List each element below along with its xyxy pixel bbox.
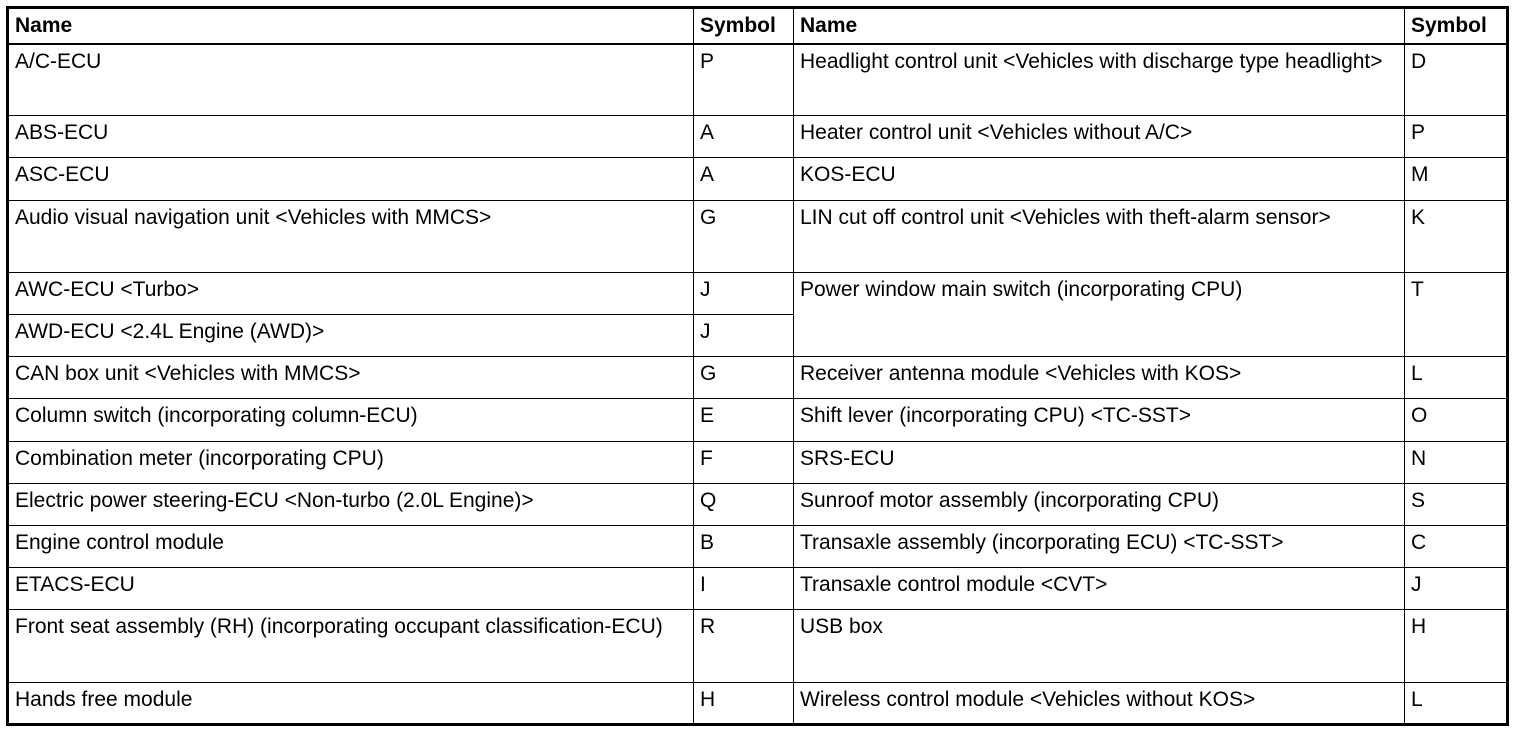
table-row: [8, 526, 1508, 568]
component-name: KOS-ECU: [794, 158, 1405, 200]
component-name: Shift lever (incorporating CPU) <TC-SST>: [794, 399, 1405, 441]
component-name: Electric power steering-ECU <Non-turbo (2.0L Engine)>: [8, 483, 694, 525]
component-symbol: J: [694, 315, 794, 357]
component-symbol: L: [1405, 357, 1508, 399]
component-name: ABS-ECU: [8, 116, 694, 158]
component-name: Column switch (incorporating column-ECU): [8, 399, 694, 441]
component-symbol: M: [1405, 158, 1508, 200]
component-symbol: L: [1405, 682, 1508, 724]
table-row: [8, 116, 1508, 158]
component-name: AWC-ECU <Turbo>: [8, 272, 694, 314]
component-name: A/C-ECU: [8, 44, 694, 116]
component-name: ETACS-ECU: [8, 568, 694, 610]
header-name-left: Name: [8, 8, 694, 44]
component-name: CAN box unit <Vehicles with MMCS>: [8, 357, 694, 399]
component-name: Wireless control module <Vehicles without KOS>: [794, 682, 1405, 724]
component-symbol: J: [694, 272, 794, 314]
component-name: Headlight control unit <Vehicles with discharge type headlight>: [794, 44, 1405, 116]
component-name: USB box: [794, 610, 1405, 682]
component-symbol: T: [1405, 272, 1508, 356]
header-symbol-right: Symbol: [1405, 8, 1508, 44]
table-row: [8, 610, 1508, 682]
component-symbol: B: [694, 526, 794, 568]
component-name: Sunroof motor assembly (incorporating CPU): [794, 483, 1405, 525]
component-symbol: O: [1405, 399, 1508, 441]
component-name: Audio visual navigation unit <Vehicles with MMCS>: [8, 200, 694, 272]
component-name: LIN cut off control unit <Vehicles with theft-alarm sensor>: [794, 200, 1405, 272]
component-symbol-table: [6, 6, 1509, 726]
component-name: Front seat assembly (RH) (incorporating occupant classification-ECU): [8, 610, 694, 682]
component-symbol: K: [1405, 200, 1508, 272]
table-row: [8, 357, 1508, 399]
component-symbol: G: [694, 200, 794, 272]
component-symbol: S: [1405, 483, 1508, 525]
component-name: Engine control module: [8, 526, 694, 568]
table-row: [8, 568, 1508, 610]
component-name: AWD-ECU <2.4L Engine (AWD)>: [8, 315, 694, 357]
component-name: Transaxle assembly (incorporating ECU) <TC-SST>: [794, 526, 1405, 568]
component-name: Hands free module: [8, 682, 694, 724]
component-name: Transaxle control module <CVT>: [794, 568, 1405, 610]
header-name-right: Name: [794, 8, 1405, 44]
table-row: [8, 272, 1508, 314]
component-name: ASC-ECU: [8, 158, 694, 200]
component-name: Power window main switch (incorporating CPU): [794, 272, 1405, 356]
component-symbol: N: [1405, 441, 1508, 483]
component-symbol: P: [694, 44, 794, 116]
component-symbol: D: [1405, 44, 1508, 116]
component-symbol: P: [1405, 116, 1508, 158]
table-row: [8, 441, 1508, 483]
component-symbol: R: [694, 610, 794, 682]
table-row: [8, 158, 1508, 200]
table-row: [8, 682, 1508, 724]
component-symbol: A: [694, 158, 794, 200]
header-row: [8, 8, 1508, 44]
table-row: [8, 200, 1508, 272]
component-symbol: F: [694, 441, 794, 483]
component-symbol: I: [694, 568, 794, 610]
component-symbol: E: [694, 399, 794, 441]
component-name: Receiver antenna module <Vehicles with KOS>: [794, 357, 1405, 399]
component-symbol: H: [694, 682, 794, 724]
component-symbol: G: [694, 357, 794, 399]
component-symbol: H: [1405, 610, 1508, 682]
table-row: [8, 483, 1508, 525]
component-symbol: J: [1405, 568, 1508, 610]
component-symbol: Q: [694, 483, 794, 525]
component-name: Combination meter (incorporating CPU): [8, 441, 694, 483]
component-symbol: A: [694, 116, 794, 158]
component-symbol: C: [1405, 526, 1508, 568]
table-row: [8, 399, 1508, 441]
table-row: [8, 44, 1508, 116]
header-symbol-left: Symbol: [694, 8, 794, 44]
component-name: SRS-ECU: [794, 441, 1405, 483]
component-name: Heater control unit <Vehicles without A/C>: [794, 116, 1405, 158]
